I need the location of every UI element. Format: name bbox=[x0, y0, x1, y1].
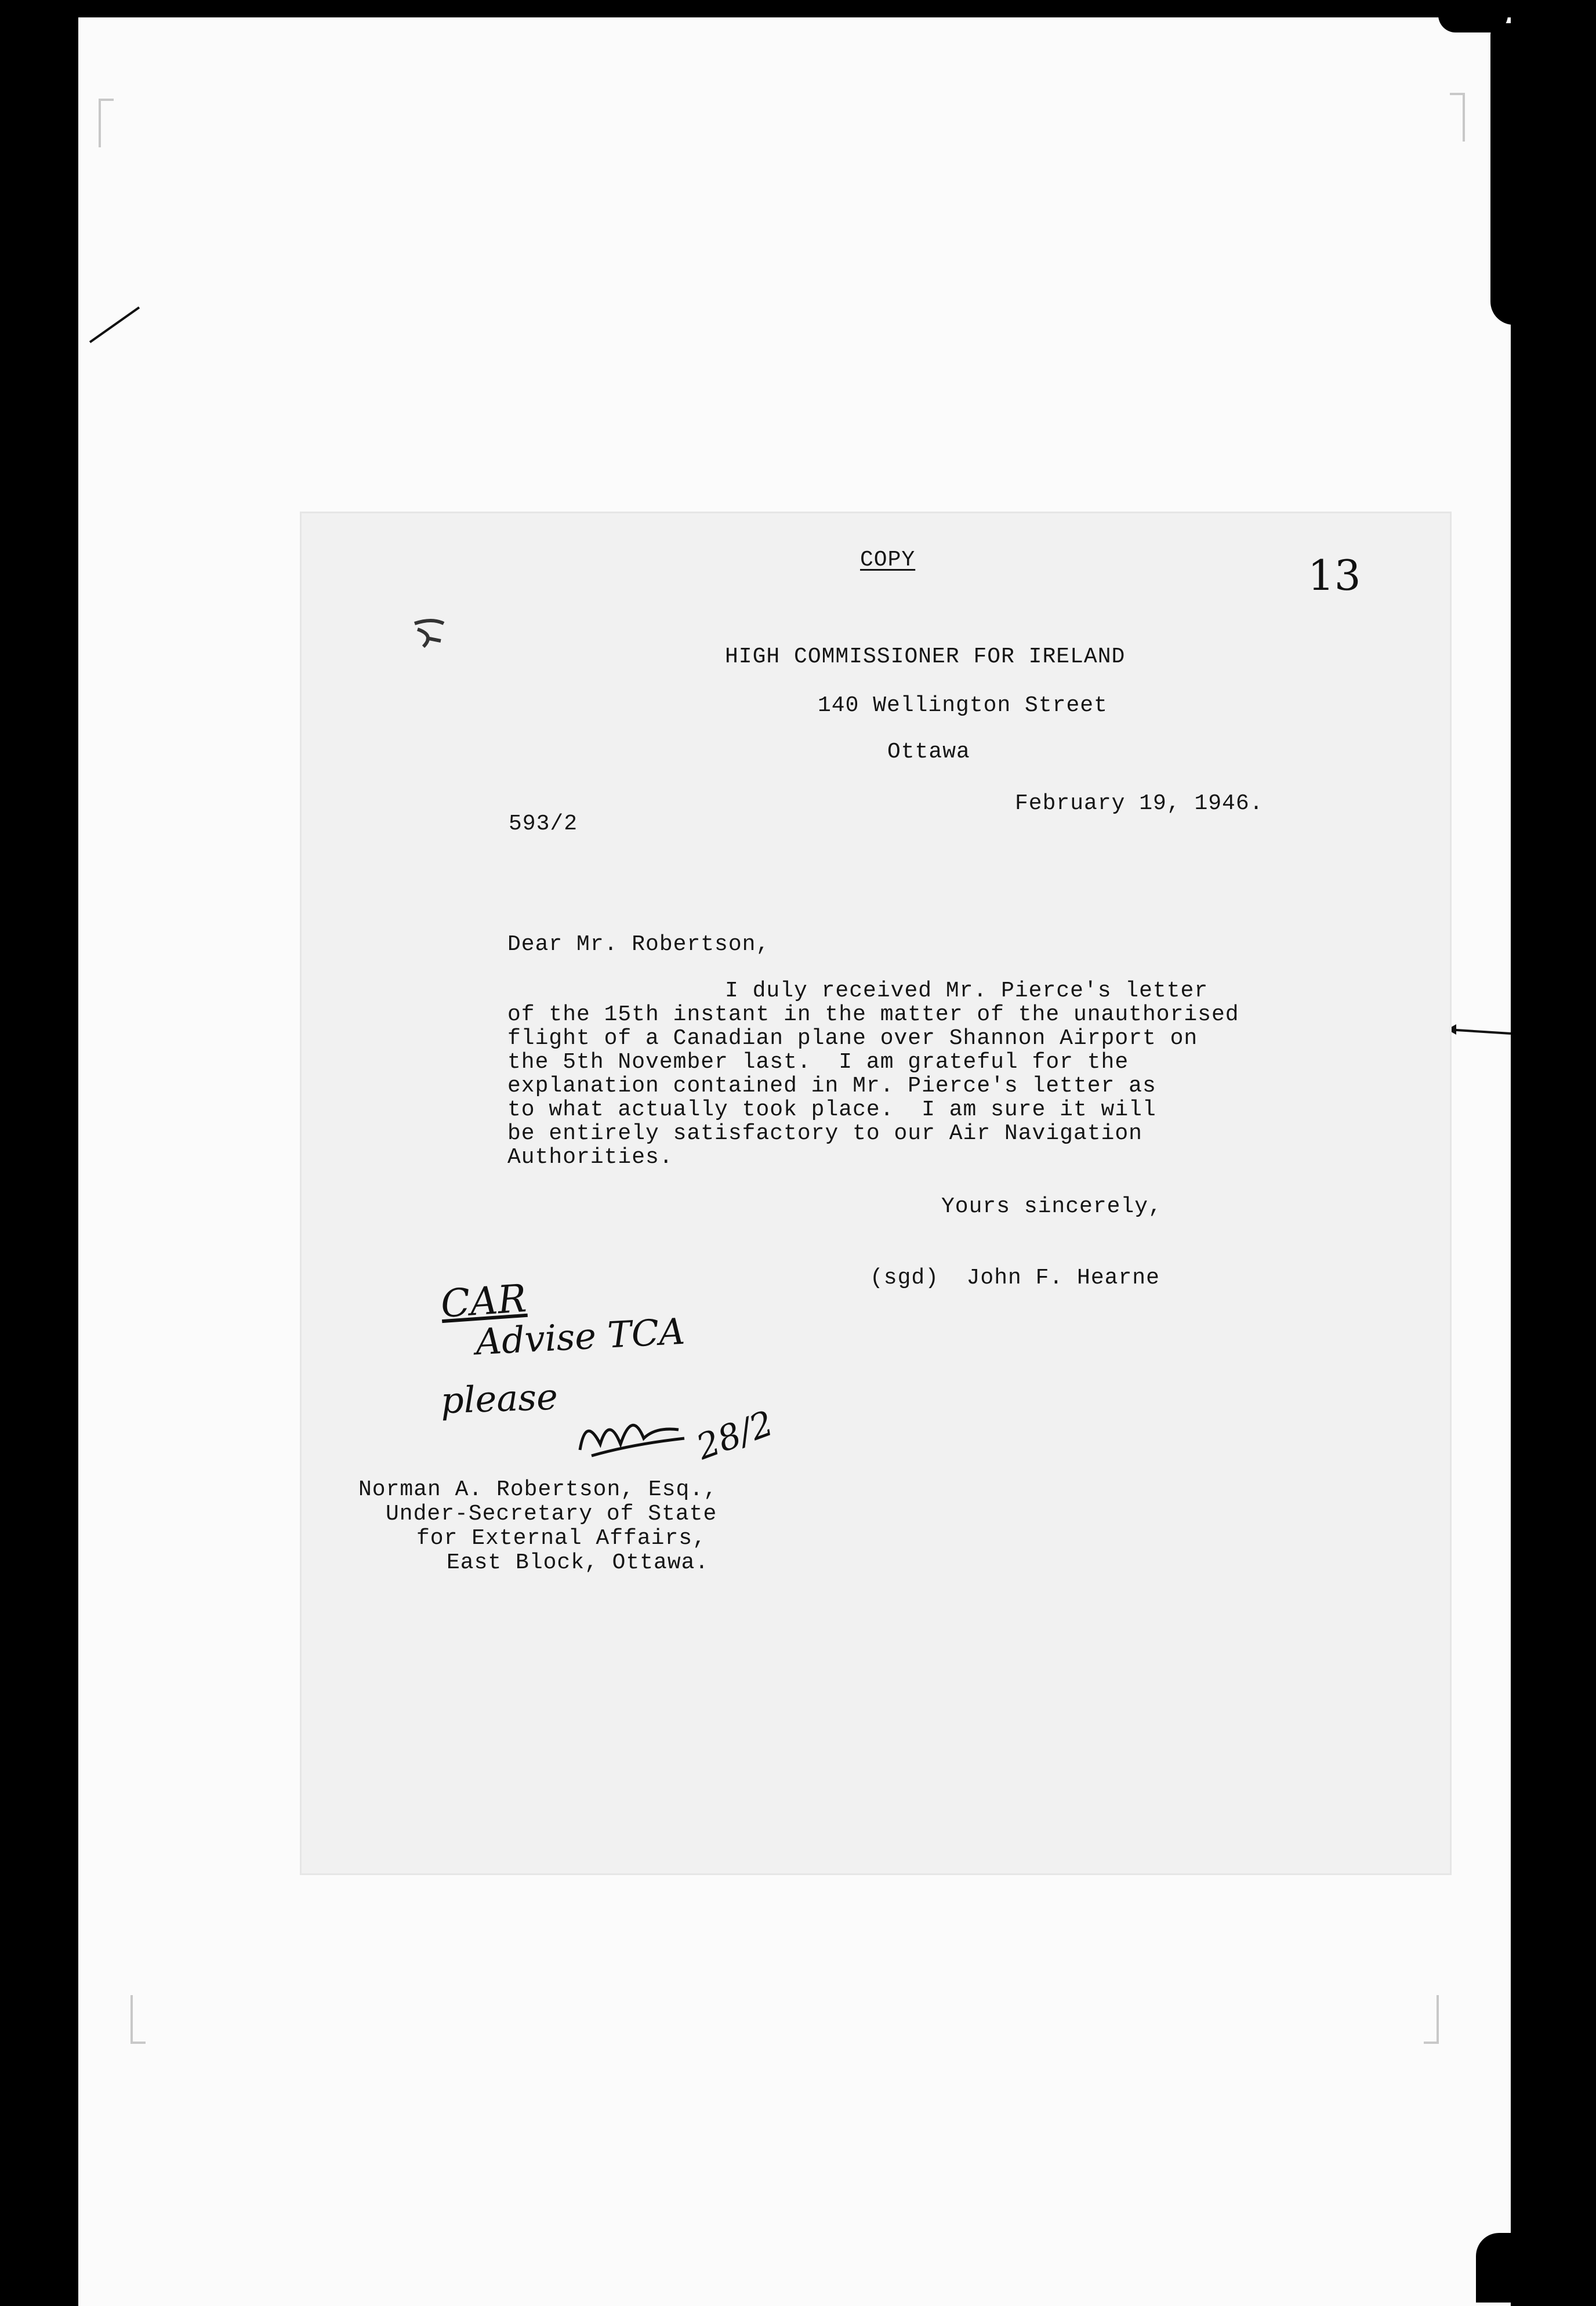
mount-corner-mark bbox=[1450, 93, 1465, 142]
body-line: to what actually took place. I am sure it will bbox=[507, 1097, 1156, 1122]
recipient-line: Norman A. Robertson, Esq., bbox=[358, 1477, 717, 1502]
handwritten-note-line: CAR bbox=[439, 1275, 528, 1327]
recipient-line: Under-Secretary of State bbox=[386, 1502, 717, 1527]
film-edge-mark bbox=[1476, 2233, 1511, 2303]
body-line: I duly received Mr. Pierce's letter bbox=[725, 978, 1209, 1003]
recipient-line: for External Affairs, bbox=[416, 1526, 706, 1551]
reference-number: 593/2 bbox=[509, 811, 578, 836]
initials-scribble bbox=[574, 1404, 690, 1467]
body-line: the 5th November last. I am grateful for the bbox=[507, 1050, 1129, 1075]
body-line: flight of a Canadian plane over Shannon Airport on bbox=[507, 1026, 1198, 1051]
sender-title: HIGH COMMISSIONER FOR IRELAND bbox=[725, 644, 1126, 669]
body-line: of the 15th instant in the matter of the unauthorised bbox=[507, 1002, 1239, 1027]
mount-corner-mark bbox=[130, 1995, 146, 2044]
handwritten-note-line: please bbox=[440, 1375, 558, 1422]
letter-date: February 19, 1946. bbox=[1015, 791, 1264, 816]
body-line: explanation contained in Mr. Pierce's letter as bbox=[507, 1074, 1156, 1098]
signature-line: (sgd) John F. Hearne bbox=[870, 1266, 1160, 1290]
film-edge-mark bbox=[1490, 23, 1514, 325]
body-line: Authorities. bbox=[507, 1145, 673, 1170]
page-number: 13 bbox=[1308, 551, 1361, 600]
handwritten-note-date: 28/2 bbox=[691, 1403, 779, 1468]
sender-city: Ottawa bbox=[887, 739, 970, 764]
handwritten-note-line: Advise TCA bbox=[474, 1310, 686, 1364]
pencil-tick-mark bbox=[87, 302, 145, 348]
closing: Yours sincerely, bbox=[941, 1194, 1162, 1219]
mount-corner-mark bbox=[99, 99, 114, 147]
body-line: be entirely satisfactory to our Air Navigation bbox=[507, 1121, 1142, 1146]
recipient-line: East Block, Ottawa. bbox=[447, 1550, 709, 1575]
mount-corner-mark bbox=[1424, 1995, 1439, 2044]
copy-label: COPY bbox=[860, 548, 916, 572]
film-edge-mark bbox=[1438, 12, 1508, 32]
margin-arrow-mark bbox=[1447, 1021, 1511, 1038]
stamp-mark bbox=[409, 615, 455, 655]
salutation: Dear Mr. Robertson, bbox=[507, 932, 770, 957]
sender-street: 140 Wellington Street bbox=[818, 693, 1108, 718]
